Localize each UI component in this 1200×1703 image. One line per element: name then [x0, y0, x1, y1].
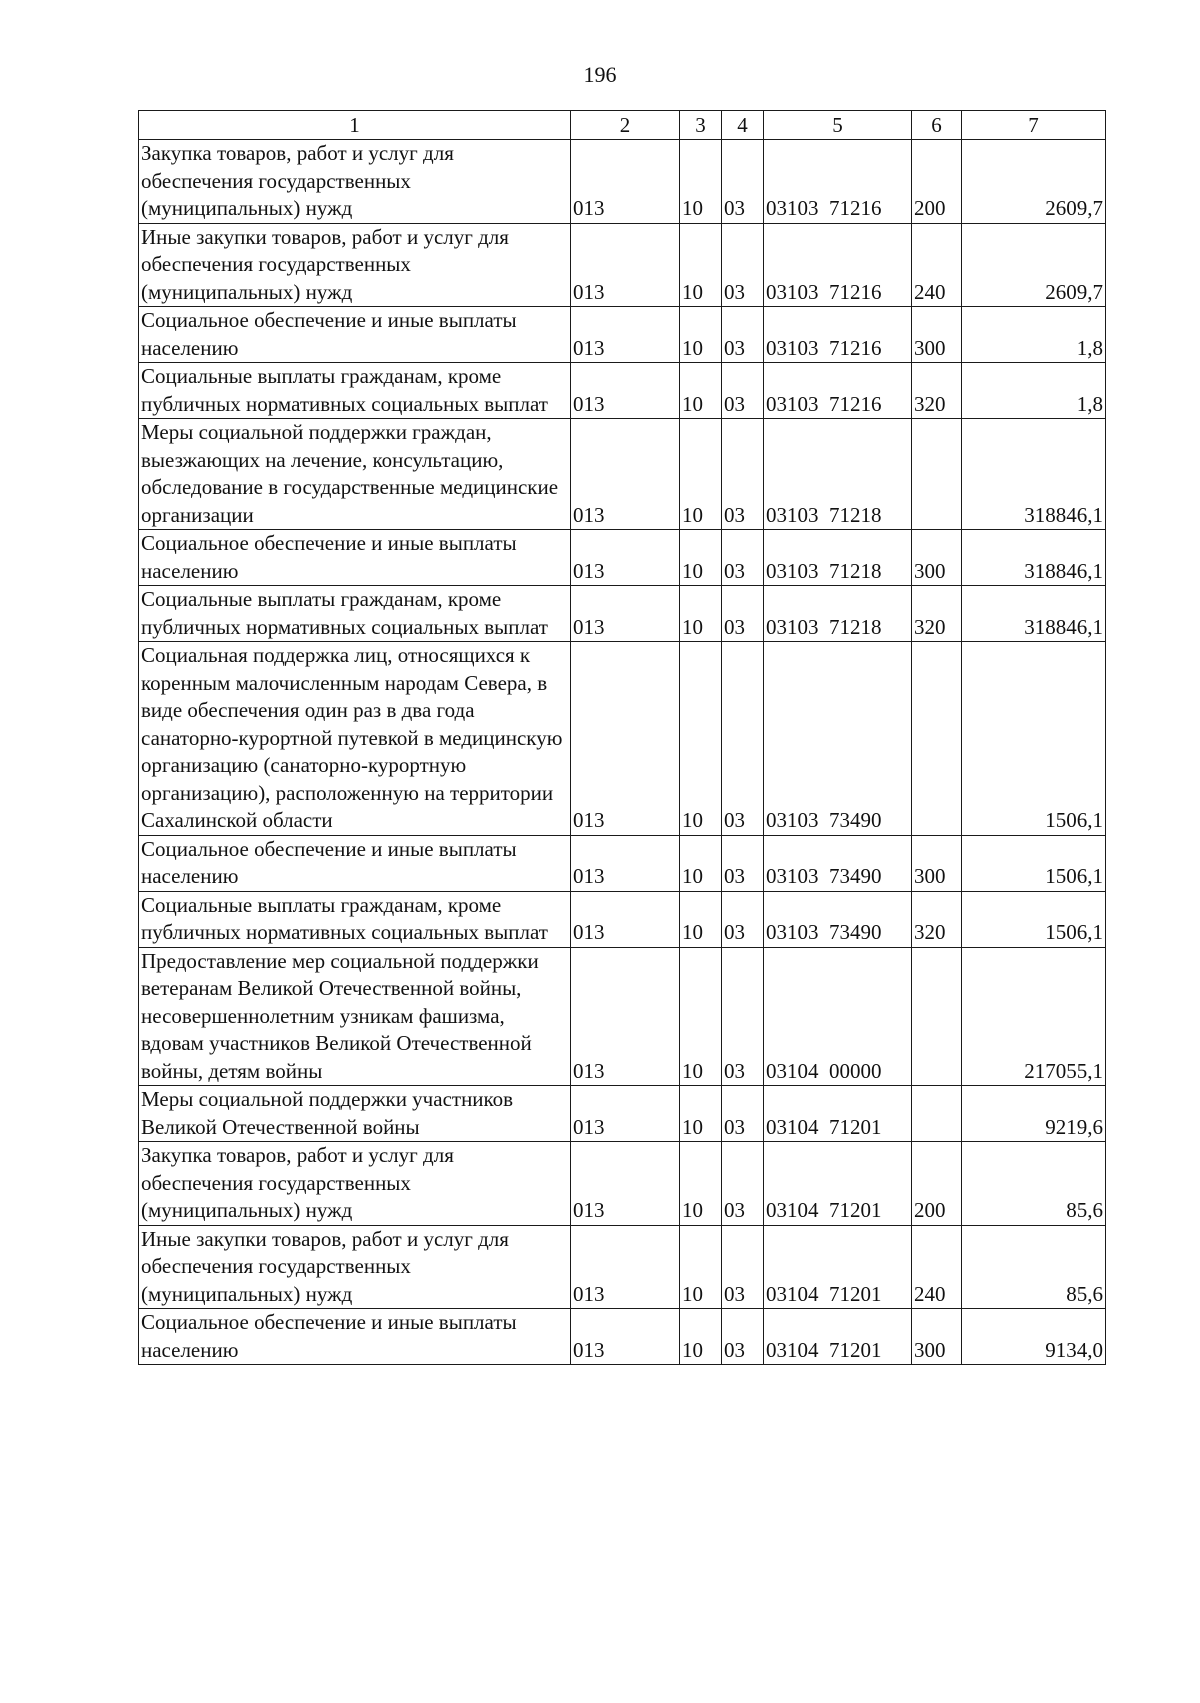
row-name: Меры социальной поддержки граждан, выезжающих на лечение, консультацию, обследование в государственные медицинские организации	[139, 419, 571, 530]
row-target-article: 03103 71216	[764, 307, 912, 363]
row-name: Социальные выплаты гражданам, кроме публичных нормативных социальных выплат	[139, 586, 571, 642]
row-code-admin: 013	[571, 1309, 680, 1365]
column-header-4: 4	[722, 111, 764, 140]
row-code-admin: 013	[571, 835, 680, 891]
row-section: 10	[680, 223, 722, 307]
row-amount: 9134,0	[962, 1309, 1106, 1365]
row-expense-type: 240	[912, 1225, 962, 1309]
column-header-1: 1	[139, 111, 571, 140]
table-row	[139, 586, 1106, 642]
table-row	[139, 419, 1106, 530]
table-row	[139, 891, 1106, 947]
row-name: Социальная поддержка лиц, относящихся к коренным малочисленным народам Севера, в виде обеспечения один раз в два года санаторно-курортной путевкой в медицинскую организацию (санаторно-курортную организацию), расположенную на территории Сахалинской области	[139, 642, 571, 836]
row-amount: 85,6	[962, 1225, 1106, 1309]
row-section: 10	[680, 1225, 722, 1309]
row-section: 10	[680, 363, 722, 419]
row-target-article: 03104 71201	[764, 1142, 912, 1226]
row-amount: 318846,1	[962, 419, 1106, 530]
row-subsection: 03	[722, 140, 764, 224]
row-subsection: 03	[722, 307, 764, 363]
row-subsection: 03	[722, 530, 764, 586]
header-row	[139, 111, 1106, 140]
row-expense-type: 240	[912, 223, 962, 307]
row-target-article: 03103 71218	[764, 586, 912, 642]
row-name: Меры социальной поддержки участников Великой Отечественной войны	[139, 1086, 571, 1142]
row-expense-type: 300	[912, 1309, 962, 1365]
row-target-article: 03103 73490	[764, 835, 912, 891]
budget-table	[138, 110, 1106, 1365]
row-name: Социальное обеспечение и иные выплаты населению	[139, 530, 571, 586]
row-target-article: 03103 71216	[764, 140, 912, 224]
table-row	[139, 140, 1106, 224]
row-amount: 1,8	[962, 363, 1106, 419]
row-subsection: 03	[722, 891, 764, 947]
row-subsection: 03	[722, 642, 764, 836]
table-body	[139, 140, 1106, 1365]
row-name: Социальное обеспечение и иные выплаты населению	[139, 1309, 571, 1365]
row-section: 10	[680, 642, 722, 836]
row-section: 10	[680, 140, 722, 224]
row-code-admin: 013	[571, 419, 680, 530]
row-section: 10	[680, 891, 722, 947]
row-expense-type	[912, 419, 962, 530]
row-subsection: 03	[722, 947, 764, 1086]
row-subsection: 03	[722, 835, 764, 891]
row-name: Социальное обеспечение и иные выплаты населению	[139, 835, 571, 891]
row-target-article: 03103 71218	[764, 419, 912, 530]
row-code-admin: 013	[571, 891, 680, 947]
row-expense-type	[912, 1086, 962, 1142]
row-code-admin: 013	[571, 530, 680, 586]
row-target-article: 03104 00000	[764, 947, 912, 1086]
row-subsection: 03	[722, 1309, 764, 1365]
table-header	[139, 111, 1106, 140]
row-code-admin: 013	[571, 1225, 680, 1309]
row-expense-type: 300	[912, 530, 962, 586]
row-amount: 1,8	[962, 307, 1106, 363]
row-section: 10	[680, 1086, 722, 1142]
row-code-admin: 013	[571, 1142, 680, 1226]
row-amount: 1506,1	[962, 835, 1106, 891]
table-row	[139, 642, 1106, 836]
row-amount: 217055,1	[962, 947, 1106, 1086]
table-row	[139, 1309, 1106, 1365]
column-header-2: 2	[571, 111, 680, 140]
column-header-7: 7	[962, 111, 1106, 140]
column-header-3: 3	[680, 111, 722, 140]
row-code-admin: 013	[571, 140, 680, 224]
table-row	[139, 1142, 1106, 1226]
row-section: 10	[680, 1309, 722, 1365]
row-name: Социальное обеспечение и иные выплаты населению	[139, 307, 571, 363]
row-code-admin: 013	[571, 586, 680, 642]
row-target-article: 03104 71201	[764, 1086, 912, 1142]
table-row	[139, 307, 1106, 363]
row-expense-type: 200	[912, 140, 962, 224]
row-name: Предоставление мер социальной поддержки ветеранам Великой Отечественной войны, несовершеннолетним узникам фашизма, вдовам участников Великой Отечественной войны, детям войны	[139, 947, 571, 1086]
row-section: 10	[680, 586, 722, 642]
row-code-admin: 013	[571, 363, 680, 419]
row-code-admin: 013	[571, 307, 680, 363]
table-row	[139, 223, 1106, 307]
row-section: 10	[680, 307, 722, 363]
row-section: 10	[680, 1142, 722, 1226]
row-section: 10	[680, 947, 722, 1086]
row-target-article: 03103 73490	[764, 891, 912, 947]
row-name: Закупка товаров, работ и услуг для обеспечения государственных (муниципальных) нужд	[139, 140, 571, 224]
row-amount: 1506,1	[962, 891, 1106, 947]
row-name: Социальные выплаты гражданам, кроме публичных нормативных социальных выплат	[139, 891, 571, 947]
row-expense-type: 300	[912, 307, 962, 363]
row-name: Закупка товаров, работ и услуг для обеспечения государственных (муниципальных) нужд	[139, 1142, 571, 1226]
row-target-article: 03103 71218	[764, 530, 912, 586]
column-header-5: 5	[764, 111, 912, 140]
row-expense-type	[912, 947, 962, 1086]
column-header-6: 6	[912, 111, 962, 140]
row-code-admin: 013	[571, 947, 680, 1086]
row-expense-type: 320	[912, 891, 962, 947]
table-row	[139, 1225, 1106, 1309]
row-code-admin: 013	[571, 223, 680, 307]
row-name: Иные закупки товаров, работ и услуг для обеспечения государственных (муниципальных) нужд	[139, 1225, 571, 1309]
row-expense-type: 320	[912, 363, 962, 419]
row-subsection: 03	[722, 1142, 764, 1226]
row-target-article: 03103 73490	[764, 642, 912, 836]
row-expense-type: 300	[912, 835, 962, 891]
row-subsection: 03	[722, 223, 764, 307]
row-section: 10	[680, 835, 722, 891]
row-expense-type	[912, 642, 962, 836]
row-target-article: 03104 71201	[764, 1309, 912, 1365]
row-target-article: 03103 71216	[764, 223, 912, 307]
table-row	[139, 363, 1106, 419]
table-row	[139, 1086, 1106, 1142]
row-section: 10	[680, 530, 722, 586]
row-code-admin: 013	[571, 1086, 680, 1142]
row-amount: 85,6	[962, 1142, 1106, 1226]
row-expense-type: 320	[912, 586, 962, 642]
row-amount: 318846,1	[962, 586, 1106, 642]
row-section: 10	[680, 419, 722, 530]
row-amount: 2609,7	[962, 140, 1106, 224]
table-row	[139, 530, 1106, 586]
row-subsection: 03	[722, 1225, 764, 1309]
row-amount: 318846,1	[962, 530, 1106, 586]
row-name: Социальные выплаты гражданам, кроме публичных нормативных социальных выплат	[139, 363, 571, 419]
row-subsection: 03	[722, 1086, 764, 1142]
row-amount: 2609,7	[962, 223, 1106, 307]
table-row	[139, 947, 1106, 1086]
row-amount: 1506,1	[962, 642, 1106, 836]
row-expense-type: 200	[912, 1142, 962, 1226]
row-target-article: 03103 71216	[764, 363, 912, 419]
row-subsection: 03	[722, 363, 764, 419]
row-amount: 9219,6	[962, 1086, 1106, 1142]
table-row	[139, 835, 1106, 891]
row-code-admin: 013	[571, 642, 680, 836]
row-target-article: 03104 71201	[764, 1225, 912, 1309]
row-subsection: 03	[722, 586, 764, 642]
row-subsection: 03	[722, 419, 764, 530]
page-number: 196	[583, 62, 617, 87]
row-name: Иные закупки товаров, работ и услуг для обеспечения государственных (муниципальных) нужд	[139, 223, 571, 307]
